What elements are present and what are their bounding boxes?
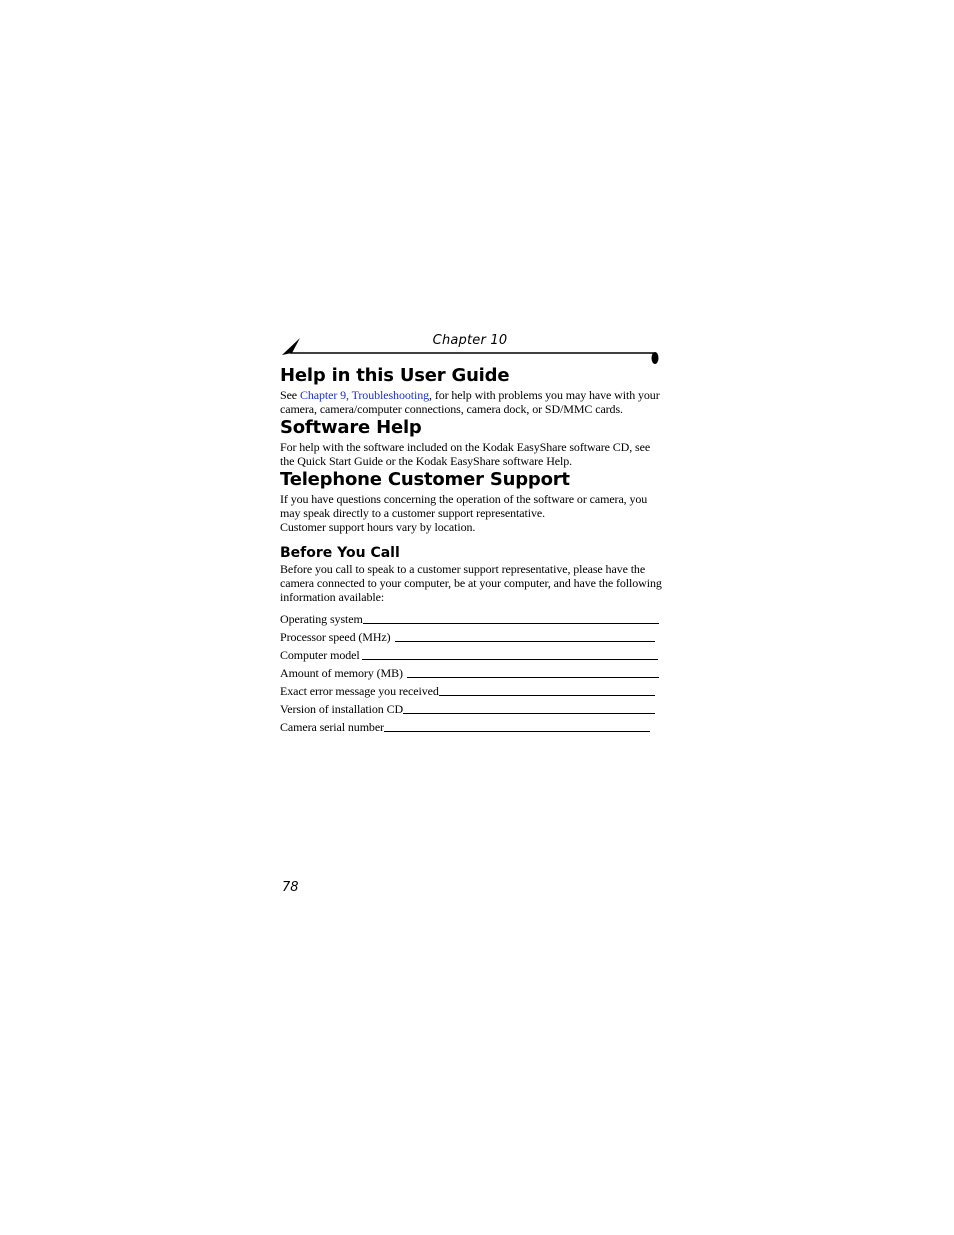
form-label: Version of installation CD (280, 702, 404, 716)
form-blank-line[interactable] (395, 629, 655, 642)
help-guide-paragraph (280, 388, 662, 416)
form-blank-line[interactable] (403, 701, 655, 714)
form-label: Computer model (280, 648, 360, 662)
section-title-help-guide: Help in this User Guide (280, 365, 510, 386)
form-row-memory (280, 662, 662, 680)
form-blank-line[interactable] (439, 683, 655, 696)
form-label: Processor speed (MHz) (280, 630, 391, 644)
form-blank-line[interactable] (407, 665, 659, 678)
form-row-computer-model (280, 644, 662, 662)
form-row-processor-speed (280, 626, 662, 644)
before-you-call-block (280, 544, 662, 734)
form-row-installation-cd (280, 698, 662, 716)
page-number: 78 (282, 880, 299, 895)
software-help-paragraph: For help with the software included on the Kodak EasyShare software CD, see the Quick Start Guide or the Kodak EasyShare software Help. (280, 440, 651, 468)
form-label: Operating system (280, 612, 363, 626)
info-checklist (280, 608, 662, 734)
main-content (280, 364, 662, 734)
form-row-operating-system (280, 608, 662, 626)
form-blank-line[interactable] (362, 647, 658, 660)
form-row-error-message (280, 680, 662, 698)
form-blank-line[interactable] (384, 719, 650, 732)
help-guide-text-end: , for help with problems you may have with your camera, camera/computer connections, camera dock, or SD/MMC cards. (280, 388, 660, 416)
help-guide-text-start: See (280, 388, 300, 402)
section-title-telephone-support: Telephone Customer Support (280, 469, 570, 490)
chapter-label: Chapter 10 (432, 333, 508, 348)
before-you-call-paragraph: Before you call to speak to a customer support representative, please have the camera connected to your computer, be at your computer, and have the following information available: (280, 562, 662, 604)
form-blank-line[interactable] (363, 611, 659, 624)
section-title-software-help: Software Help (280, 417, 422, 438)
telephone-support-paragraph: If you have questions concerning the operation of the software or camera, you may speak directly to a customer support representative. (280, 492, 648, 520)
form-label: Camera serial number (280, 720, 384, 734)
subsection-title-before-you-call: Before You Call (280, 545, 400, 561)
form-row-serial-number (280, 716, 662, 734)
support-hours-paragraph: Customer support hours vary by location. (280, 520, 476, 534)
form-label: Amount of memory (MB) (280, 666, 403, 680)
form-label: Exact error message you received (280, 684, 439, 698)
header-dot (652, 352, 659, 364)
troubleshooting-link[interactable]: Chapter 9, Troubleshooting (299, 388, 430, 402)
